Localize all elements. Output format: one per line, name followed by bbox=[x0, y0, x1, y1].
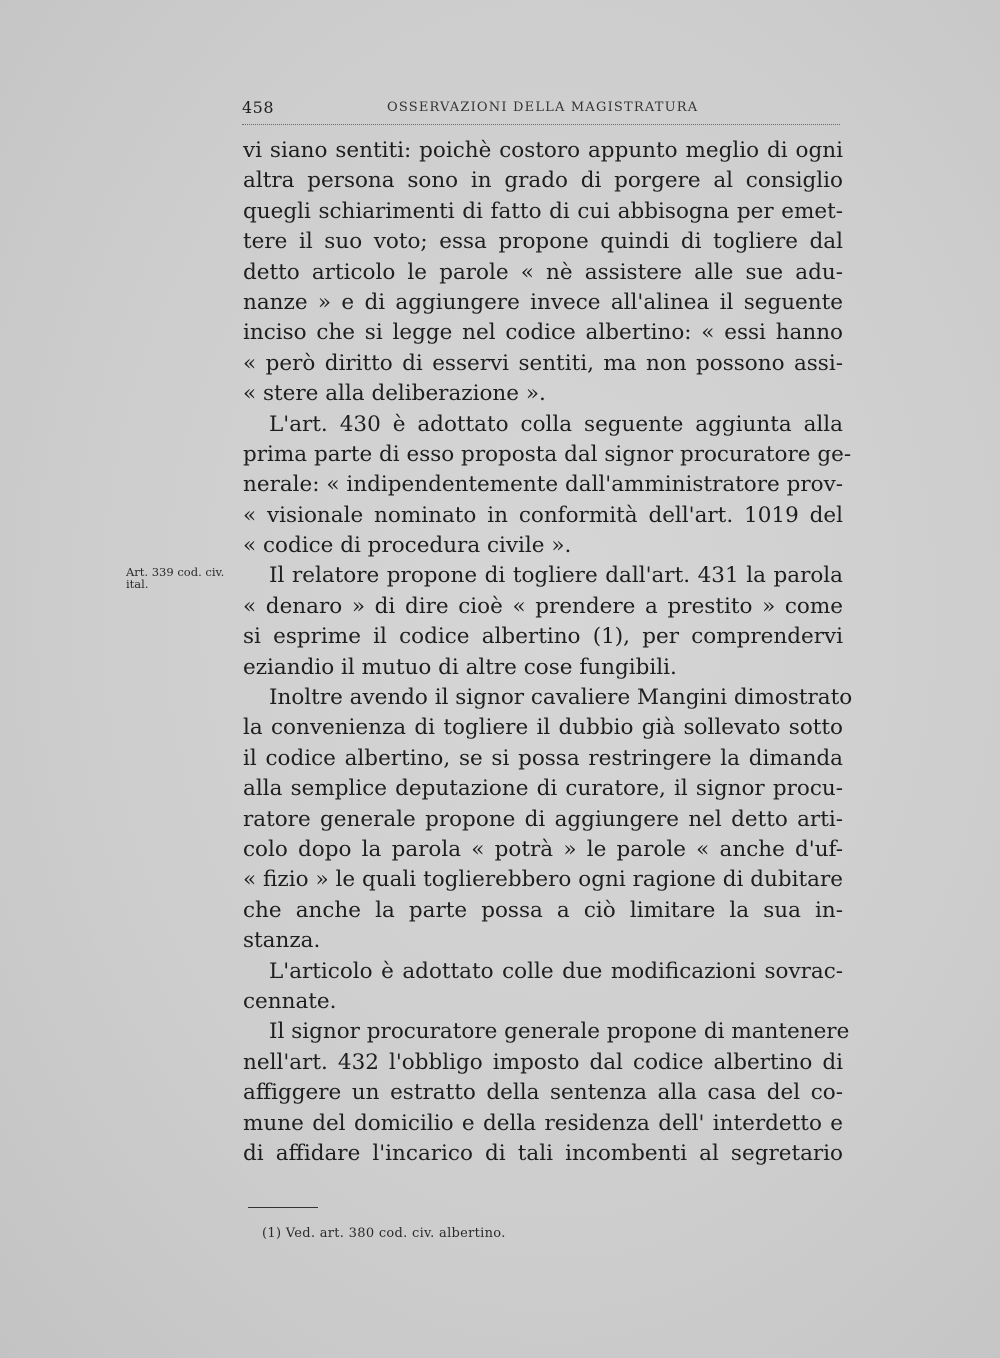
paragraph-start-line: L'articolo è adottato colle due modificazioni sovrac- bbox=[269, 958, 843, 984]
text-line: di affidare l'incarico di tali incombenti al segretario bbox=[243, 1140, 843, 1166]
text-line: detto articolo le parole « nè assistere alle sue adu- bbox=[243, 259, 843, 285]
text-line: « però diritto di esservi sentiti, ma non possono assi- bbox=[243, 350, 843, 376]
text-line: mune del domicilio e della residenza dell' interdetto e bbox=[243, 1110, 843, 1136]
footnote: (1) Ved. art. 380 cod. civ. albertino. bbox=[262, 1226, 506, 1241]
text-line: nell'art. 432 l'obbligo imposto dal codice albertino di bbox=[243, 1049, 843, 1075]
text-line: « visionale nominato in conformità dell'art. 1019 del bbox=[243, 502, 843, 528]
text-line: inciso che si legge nel codice albertino: « essi hanno bbox=[243, 320, 843, 346]
text-line: il codice albertino, se si possa restringere la dimanda bbox=[243, 745, 843, 771]
running-head bbox=[242, 98, 840, 125]
text-line: nerale: « indipendentemente dall'amministratore prov- bbox=[243, 472, 843, 498]
text-line: affiggere un estratto della sentenza alla casa del co- bbox=[243, 1080, 843, 1106]
paragraph-start-line: Il relatore propone di togliere dall'art. 431 la parola bbox=[269, 563, 843, 589]
text-line: stanza. bbox=[243, 928, 321, 954]
text-line: si esprime il codice albertino (1), per comprendervi bbox=[243, 624, 843, 650]
text-line: tere il suo voto; essa propone quindi di togliere dal bbox=[243, 229, 843, 255]
text-line: prima parte di esso proposta dal signor procuratore ge- bbox=[243, 441, 852, 467]
paragraph-start-line: Il signor procuratore generale propone di mantenere bbox=[269, 1019, 850, 1045]
text-line: alla semplice deputazione di curatore, il signor procu- bbox=[243, 776, 843, 802]
text-line: colo dopo la parola « potrà » le parole « anche d'uf- bbox=[243, 836, 843, 862]
text-line: eziandio il mutuo di altre cose fungibili. bbox=[243, 654, 677, 680]
text-line: ratore generale propone di aggiungere nel detto arti- bbox=[243, 806, 843, 832]
text-line: « codice di procedura civile ». bbox=[243, 533, 572, 559]
text-line: « stere alla deliberazione ». bbox=[243, 381, 546, 407]
text-line: « denaro » di dire cioè « prendere a prestito » come bbox=[243, 593, 843, 619]
text-line: altra persona sono in grado di porgere al consiglio bbox=[243, 168, 843, 194]
body-text bbox=[243, 136, 853, 1169]
text-line: la convenienza di togliere il dubbio già sollevato sotto bbox=[243, 715, 843, 741]
running-title: OSSERVAZIONI DELLA MAGISTRATURA bbox=[387, 100, 699, 115]
text-line: nanze » e di aggiungere invece all'alinea il seguente bbox=[243, 289, 843, 315]
text-line: vi siano sentiti: poichè costoro appunto meglio di ogni bbox=[243, 138, 843, 163]
text-line: « fizio » le quali toglierebbero ogni ragione di dubitare bbox=[243, 867, 843, 893]
paragraph-start-line: Inoltre avendo il signor cavaliere Mangini dimostrato bbox=[269, 685, 853, 711]
paragraph-start-line: L'art. 430 è adottato colla seguente aggiunta alla bbox=[269, 411, 843, 437]
text-line: quegli schiarimenti di fatto di cui abbisogna per emet- bbox=[243, 198, 843, 224]
footnote-rule bbox=[248, 1207, 318, 1208]
text-line: cennate. bbox=[243, 988, 337, 1014]
margin-note: Art. 339 cod. civ. ital. bbox=[126, 565, 225, 591]
page-number: 458 bbox=[242, 98, 275, 117]
text-line: che anche la parte possa a ciò limitare la sua in- bbox=[243, 897, 843, 923]
